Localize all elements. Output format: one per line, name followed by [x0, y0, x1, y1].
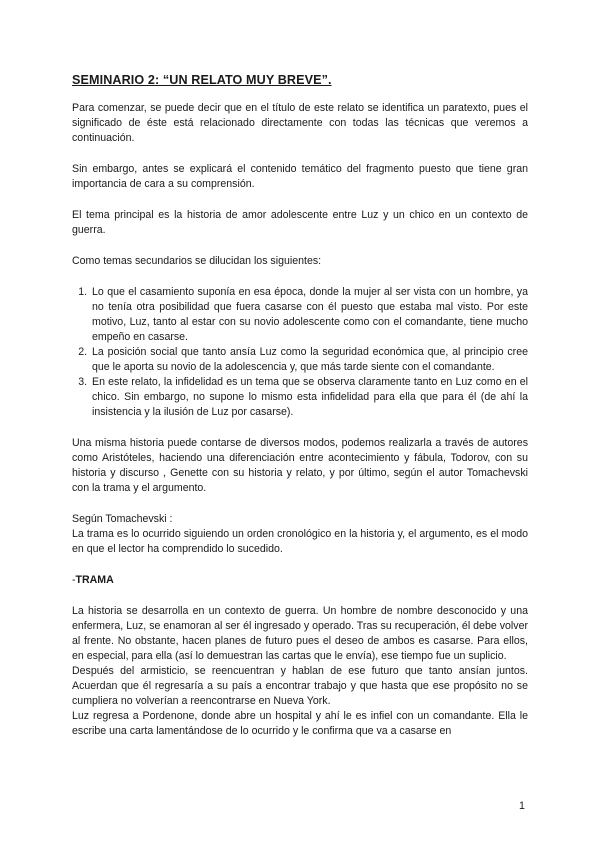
list-item: 2. La posición social que tanto ansía Luz como la seguridad económica que, al principio cree que le aporta su novio de la adolescencia y, que más tarde siente con el comandante.: [90, 345, 528, 375]
page-number: 1: [519, 800, 525, 812]
document-body: [72, 73, 528, 739]
paragraph-narrative-models: Una misma historia puede contarse de diversos modos, podemos realizarla a través de autores como Aristóteles, haciendo una diferenciación entre acontecimiento y fábula, Todorov, con su historia y discurso , Genette con su historia y relato, y por último, según el autor Tomachevski con la trama y el argumento.: [72, 437, 528, 494]
section-heading-label: TRAMA: [75, 574, 114, 586]
document-title: SEMINARIO 2: “UN RELATO MUY BREVE”.: [72, 73, 332, 87]
paragraph-trama-2: Después del armisticio, se reencuentran y hablan de ese futuro que tanto ansían juntos. Acuerdan que él regresaría a su país a encontrar trabajo y que hasta que ese propósito no se cumpliera no volverían a reencontrarse en Nueva York.: [72, 665, 528, 707]
paragraph-tomachevski-definition: La trama es lo ocurrido siguiendo un orden cronológico en la historia y, el argumento, es el modo en que el lector ha comprendido lo sucedido.: [72, 528, 528, 555]
section-prefix: -: [72, 574, 76, 586]
paragraph-main-theme: El tema principal es la historia de amor adolescente entre Luz y un chico en un contexto de guerra.: [72, 209, 528, 236]
paragraph-intro: Para comenzar, se puede decir que en el título de este relato se identifica un paratexto, pues el significado de éste está relacionado directamente con todas las técnicas que veremos a continuación.: [72, 102, 528, 144]
paragraph-secondary-themes: Como temas secundarios se dilucidan los siguientes:: [72, 255, 322, 267]
section-heading-trama: [72, 573, 528, 588]
paragraph-trama-1: La historia se desarrolla en un contexto de guerra. Un hombre de nombre desconocido y una enfermera, Luz, se enamoran al ser él ingresado y operado. Tras su recuperación, él debe volver al frente. No obstante, hacen planes de futuro pues el deseo de ambos es casarse. Para ellos, en especial, para ella (así lo demuestran las cartas que le envía), ese tiempo fue un suplicio.: [72, 605, 528, 662]
secondary-themes-list: [72, 285, 528, 420]
paragraph-trama-3: Luz regresa a Pordenone, donde abre un hospital y ahí le es infiel con un comandante. Ella le escribe una carta lamentándose de lo ocurrido y le confirma que va a casarse en: [72, 710, 528, 737]
list-item: 3. En este relato, la infidelidad es un tema que se observa claramente tanto en Luz como en el chico. Sin embargo, no supone lo mismo esta infidelidad para ella que para él (de ahí la insistencia y la ilusión de Luz por casarse).: [90, 375, 528, 420]
paragraph-content-note: Sin embargo, antes se explicará el contenido temático del fragmento puesto que tiene gran importancia de cara a su comprensión.: [72, 163, 528, 190]
paragraph-tomachevski-label: Según Tomachevski :: [72, 513, 173, 525]
list-item: 1. Lo que el casamiento suponía en esa época, donde la mujer al ser vista con un hombre, ya no tenía otra posibilidad que fuera casarse con él puesto que estaba mal visto. Por este motivo, Luz, tanto al estar con su novio adolescente como con el comandante, tiene mucho empeño en casarse.: [90, 285, 528, 345]
